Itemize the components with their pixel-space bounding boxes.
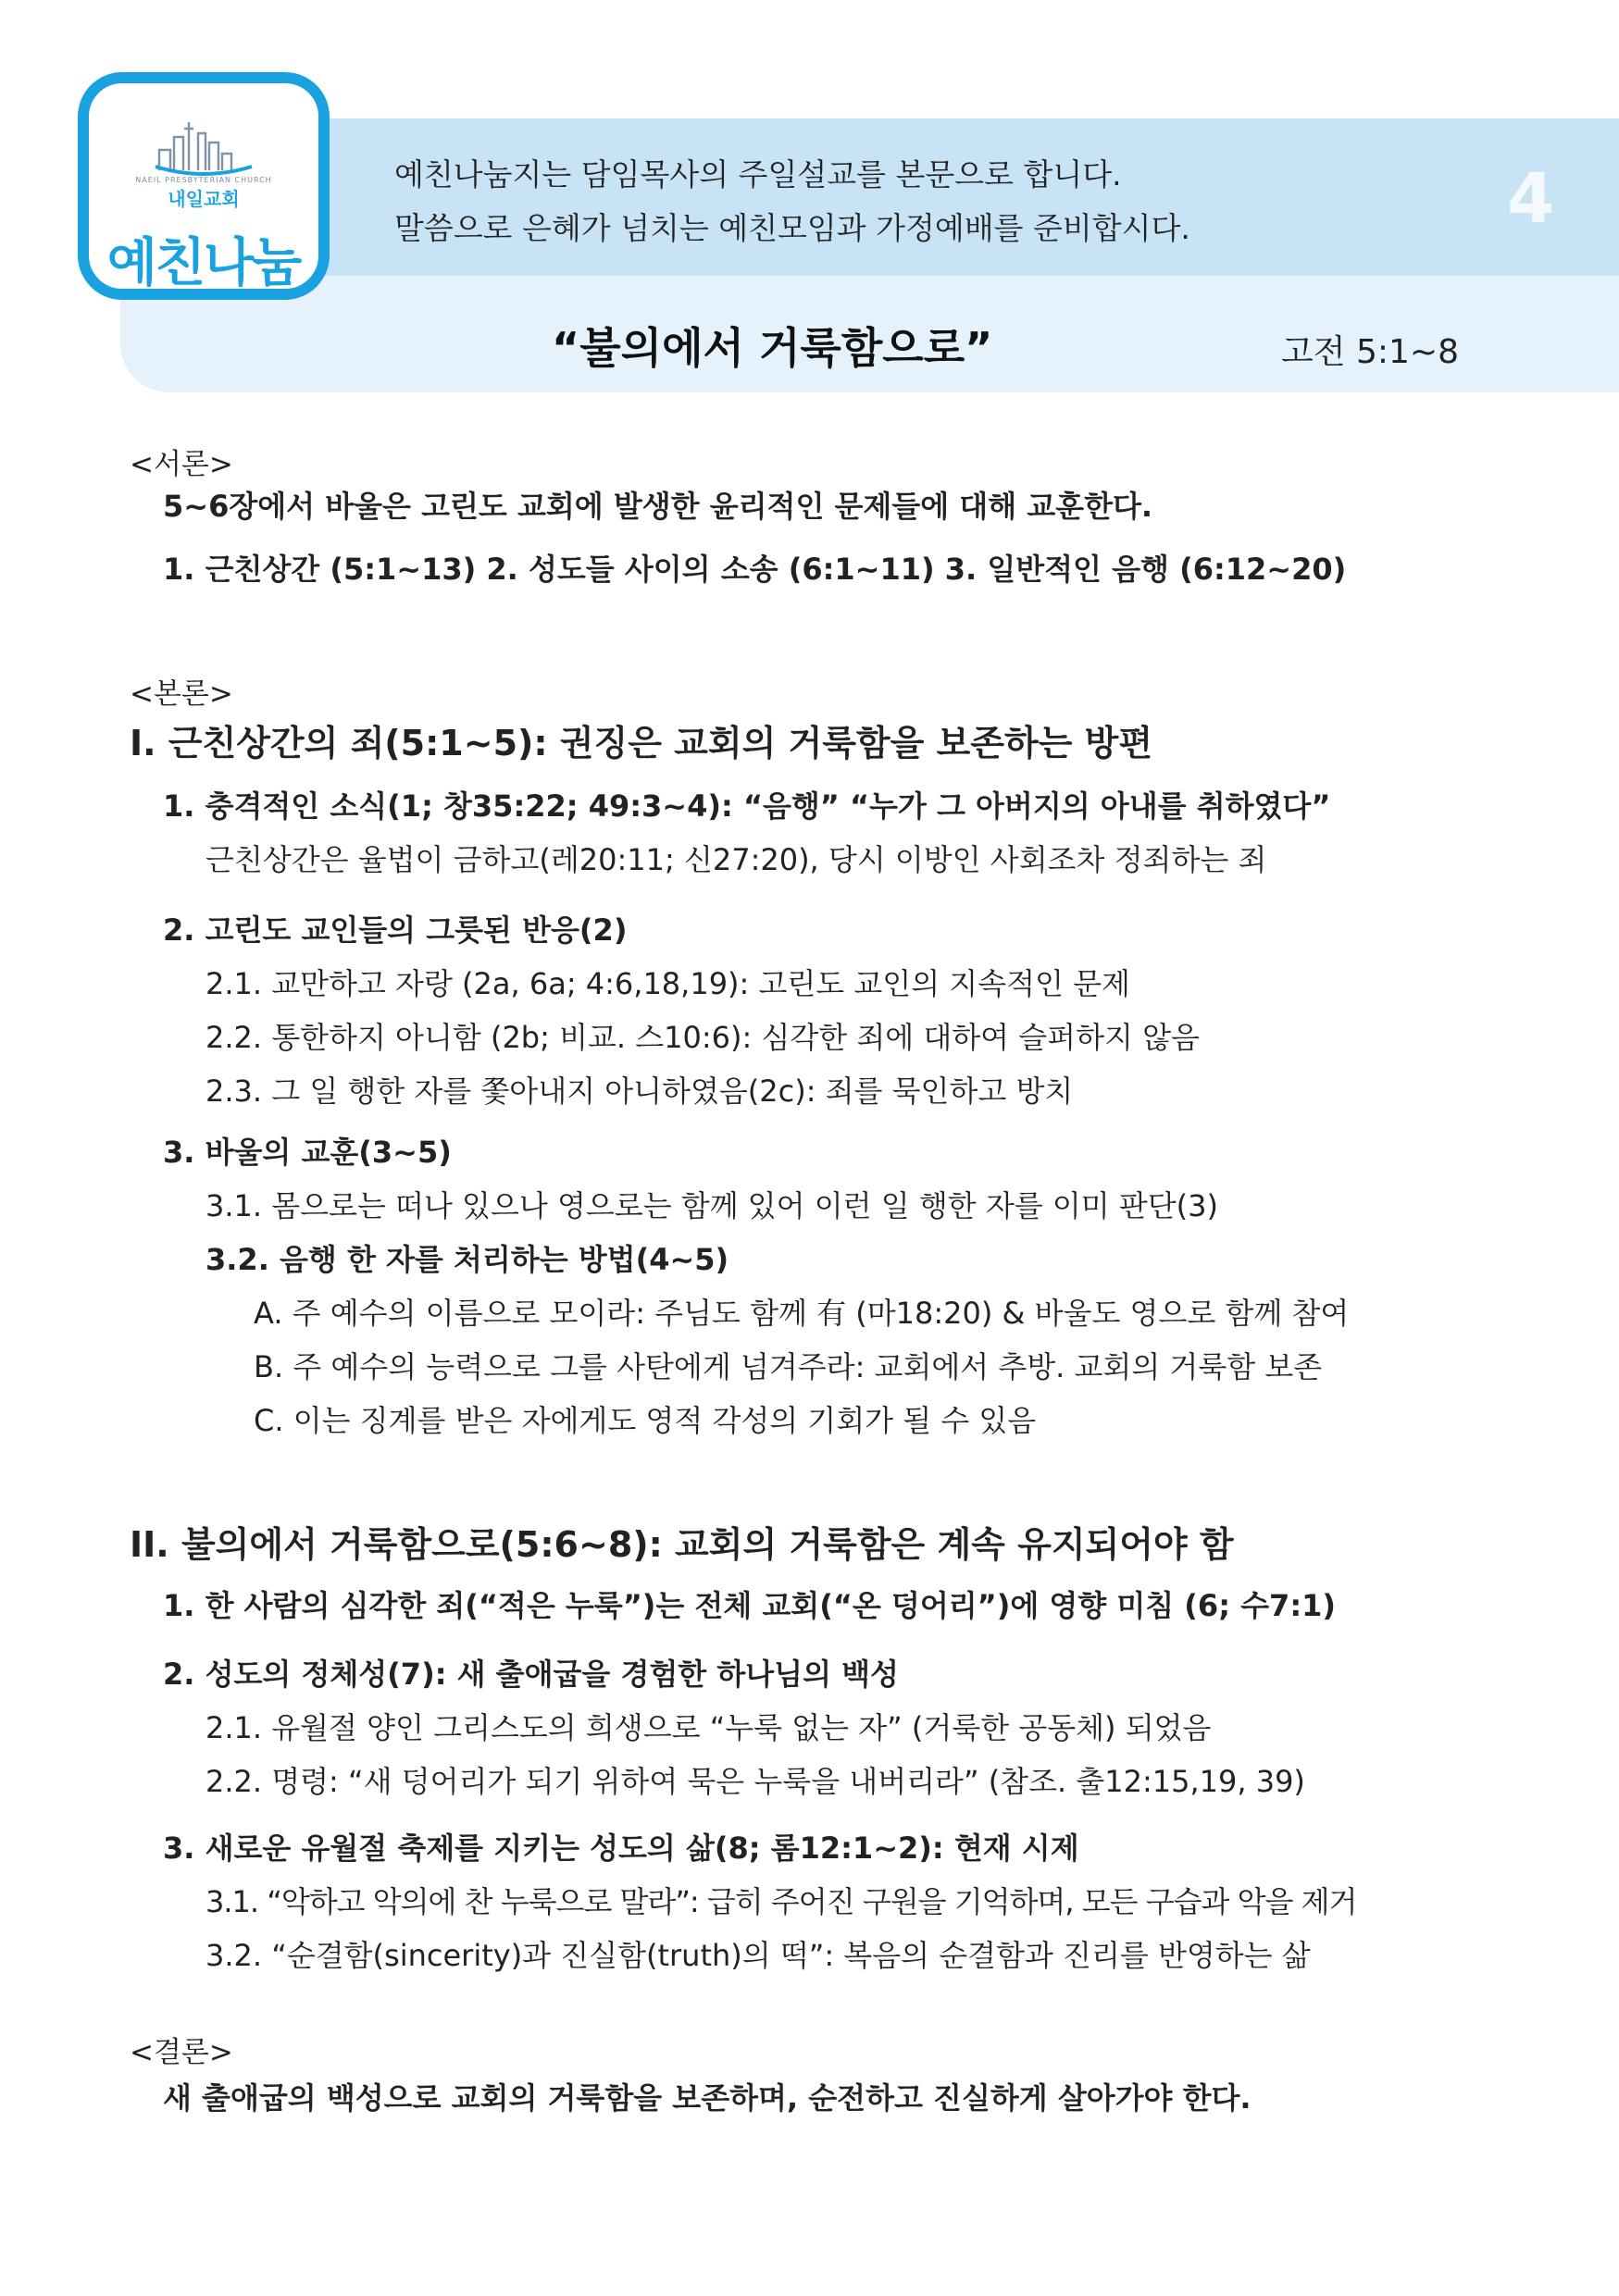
conclusion-heading: <결론>: [130, 2036, 233, 2069]
logo-wordmark: NAEIL PRESBYTERIAN CHURCH 내일교회: [135, 176, 272, 210]
part1-item-2: 2. 고린도 교인들의 그릇된 반응(2): [163, 912, 628, 948]
part1-item-3: 3. 바울의 교훈(3~5): [163, 1135, 452, 1170]
part2-item-3-2: 3.2. “순결함(sincerity)과 진실함(truth)의 떡”: 복음의 순결함과 진리를 반영하는 삶: [205, 1938, 1311, 1973]
logo-badge: [78, 72, 330, 300]
logo-title: 예친나눔: [106, 233, 301, 293]
intro-line-1: 예친나눔지는 담임목사의 주일설교를 본문으로 합니다.: [394, 156, 1122, 192]
body-heading: <본론>: [130, 677, 233, 711]
part1-item-1-detail: 근친상간은 율법이 금하고(레20:11; 신27:20), 당시 이방인 사회조차 정죄하는 죄: [205, 842, 1267, 877]
intro-text: [394, 148, 1190, 255]
part1-item-1: 1. 충격적인 소식(1; 창35:22; 49:3~4): “음행” “누가 그 아버지의 아내를 취하였다”: [163, 788, 1331, 824]
sermon-title: “불의에서 거룩함으로”: [552, 323, 993, 373]
intro-points: 1. 근친상간 (5:1~13) 2. 성도들 사이의 소송 (6:1~11) 3. 일반적인 음행 (6:12~20): [163, 552, 1347, 587]
part2-item-3: 3. 새로운 유월절 축제를 지키는 성도의 삶(8; 롬12:1~2): 현재 시제: [163, 1831, 1079, 1866]
part2-item-2: 2. 성도의 정체성(7): 새 출애굽을 경험한 하나님의 백성: [163, 1657, 899, 1692]
part2-title: II. 불의에서 거룩함으로(5:6~8): 교회의 거룩함은 계속 유지되어야 함: [130, 1524, 1234, 1565]
conclusion-text: 새 출애굽의 백성으로 교회의 거룩함을 보존하며, 순전하고 진실하게 살아가야 한다.: [163, 2080, 1252, 2116]
part2-item-3-1: 3.1. “악하고 악의에 찬 누룩으로 말라”: 급히 주어진 구원을 기억하며, 모든 구습과 악을 제거: [205, 1884, 1357, 1919]
church-skyline-icon: [154, 117, 254, 178]
part1-item-2-3: 2.3. 그 일 행한 자를 쫓아내지 아니하였음(2c): 죄를 묵인하고 방치: [205, 1074, 1074, 1109]
part1-item-2-2: 2.2. 통한하지 아니함 (2b; 비교. 스10:6): 심각한 죄에 대하여 슬퍼하지 않음: [205, 1020, 1200, 1055]
part1-title: I. 근친상간의 죄(5:1~5): 권징은 교회의 거룩함을 보존하는 방편: [130, 723, 1153, 763]
scripture-reference: 고전 5:1~8: [1281, 333, 1460, 371]
part1-item-b: B. 주 예수의 능력으로 그를 사탄에게 넘겨주라: 교회에서 추방. 교회의 거룩함 보존: [254, 1349, 1323, 1384]
part1-item-2-1: 2.1. 교만하고 자랑 (2a, 6a; 4:6,18,19): 고린도 교인의 지속적인 문제: [205, 966, 1130, 1001]
part1-item-c: C. 이는 징계를 받은 자에게도 영적 각성의 기회가 될 수 있음: [254, 1403, 1037, 1438]
part2-item-2-2: 2.2. 명령: “새 덩어리가 되기 위하여 묵은 누룩을 내버리라” (참조. 출12:15,19, 39): [205, 1764, 1305, 1799]
part2-item-1: 1. 한 사람의 심각한 죄(“적은 누룩”)는 전체 교회(“온 덩어리”)에 영향 미침 (6; 수7:1): [163, 1588, 1337, 1623]
part1-item-3-1: 3.1. 몸으로는 떠나 있으나 영으로는 함께 있어 이런 일 행한 자를 이미 판단(3): [205, 1188, 1218, 1223]
part1-item-3-2: 3.2. 음행 한 자를 처리하는 방법(4~5): [205, 1242, 729, 1277]
intro-summary: 5~6장에서 바울은 고린도 교회에 발생한 윤리적인 문제들에 대해 교훈한다.: [163, 489, 1153, 524]
part2-item-2-1: 2.1. 유월절 양인 그리스도의 희생으로 “누룩 없는 자” (거룩한 공동체) 되었음: [205, 1710, 1212, 1745]
intro-heading: <서론>: [130, 448, 233, 481]
intro-line-2: 말씀으로 은혜가 넘치는 예친모임과 가정예배를 준비합시다.: [394, 210, 1190, 246]
part1-item-a: A. 주 예수의 이름으로 모이라: 주님도 함께 有 (마18:20) & 바울도 영으로 함께 참여: [254, 1296, 1350, 1331]
page-number: 4: [1507, 159, 1555, 239]
